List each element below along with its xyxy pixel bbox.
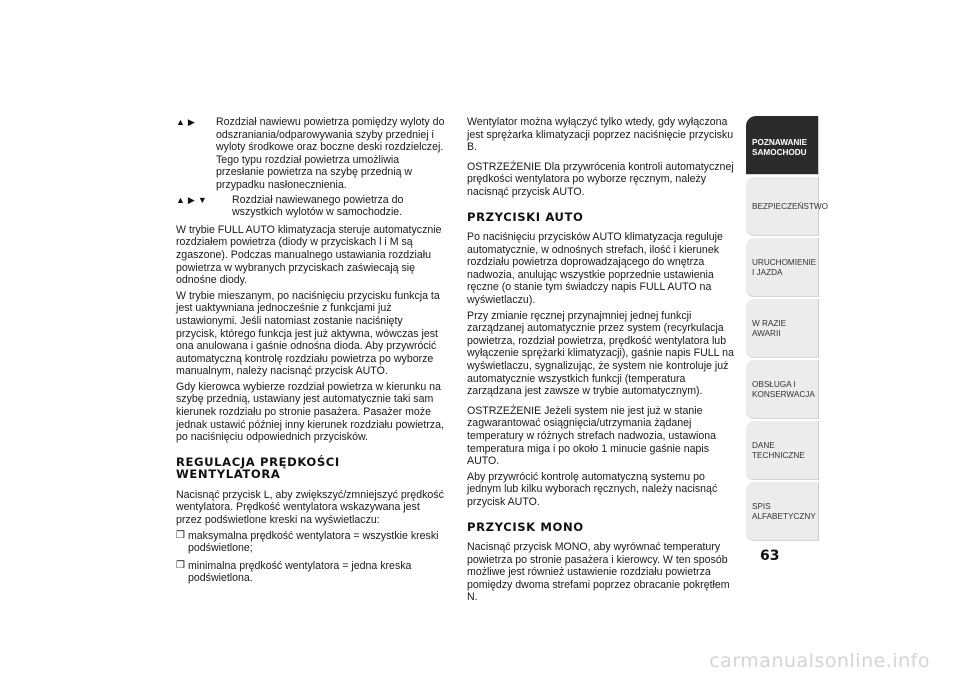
paragraph-restore-auto: Aby przywrócić kontrolę automatyczną systemu po jednym lub kilku wyborach ręcznych, należy nacisnąć przycisk AUTO.: [467, 470, 718, 508]
section-heading-fan-speed: REGULACJA PRĘDKOŚCI WENTYLATORA: [176, 454, 340, 482]
tab-uruchomienie-i-jazda[interactable]: [746, 238, 819, 297]
tab-bezpieczenstwo[interactable]: [746, 177, 828, 236]
air-distribution-item-all-vents: [176, 194, 446, 219]
chapter-tabs: [746, 116, 828, 543]
tab-label: DANE TECHNICZNE: [752, 440, 805, 460]
list-item: [176, 530, 446, 555]
list-item-text: maksymalna prędkość wentylatora = wszystkie kreski podświetlone;: [187, 529, 439, 555]
watermark: carmanualsonline.info: [709, 650, 930, 672]
tab-label: SPIS ALFABETYCZNY: [752, 501, 816, 521]
section-heading-mono-button: PRZYCISK MONO: [467, 519, 584, 534]
warning-temperature: OSTRZEŻENIE Jeżeli system nie jest już w stanie zagwarantować osiągnięcia/utrzymania żądanej temperatury w różnych strefach nadwozia, ustawiona temperatura miga i po około 1 minucie gaśnie napis AUTO.: [467, 404, 717, 468]
arrow-icons-group: [176, 116, 216, 129]
arrow-right-icon: ▶: [187, 194, 198, 205]
checkbox-bullet-icon: ❒: [176, 529, 185, 541]
tab-label: W RAZIE AWARII: [752, 318, 787, 338]
paragraph-fan-off: Wentylator można wyłączyć tylko wtedy, gdy wyłączona jest sprężarka klimatyzacji poprzez naciśnięcie przycisku B.: [467, 116, 734, 154]
paragraph-fan-speed: Nacisnąć przycisk L, aby zwiększyć/zmniejszyć prędkość wentylatora. Prędkość wentylatora wskazywana jest przez podświetlone kreski na wyświetlaczu:: [176, 488, 444, 527]
arrow-down-icon: ▼: [197, 194, 210, 205]
air-distribution-item-windscreen-vents: [176, 116, 446, 192]
paragraph-mono-button: Nacisnąć przycisk MONO, aby wyrównać temperatury powietrza po stronie pasażera i kierowcy. W ten sposób możliwe jest również ustawienie rozdziału powietrza pomiędzy dwoma strefami poprzez obracanie pokrętłem N.: [467, 541, 730, 604]
tab-poznawanie-samochodu[interactable]: [746, 116, 819, 175]
tab-spis-alfabetyczny[interactable]: [746, 482, 819, 541]
tab-w-razie-awarii[interactable]: [746, 299, 819, 358]
arrow-up-icon: ▲: [176, 117, 188, 127]
list-item: [176, 560, 446, 585]
arrow-item-text: Rozdział nawiewu powietrza pomiędzy wyloty do odszraniania/odparowywania szyby przedniej i wyloty środkowe oraz boczne deski rozdzielczej. Tego typu rozdział powietrza umożliwia przesłanie powietrza na szybę przednią w przypadku nasłonecznienia.: [216, 116, 445, 191]
arrow-right-icon: ▶: [187, 117, 198, 127]
paragraph-driver-windscreen: Gdy kierowca wybierze rozdział powietrza w kierunku na szybę przednią, ustawiany jest automatycznie taki sam kierunek rozdziału po stronie pasażera. Pasażer może jednak ustawić później inny kierunek rozdziału powietrza, po naciśnięciu odpowiednich przycisków.: [176, 380, 444, 444]
page-number: 63: [760, 548, 780, 564]
paragraph-auto-buttons: Po naciśnięciu przycisków AUTO klimatyzacja reguluje automatycznie, w odnośnych strefach, ilość i kierunek rozdziału powietrza doprowadzającego do wnętrza nadwozia, anulując wszystkie poprzednie ustawienia ręczne (o stanie tym świadczy napis FULL AUTO na wyświetlaczu).: [467, 231, 723, 307]
tab-label: POZNAWANIE SAMOCHODU: [752, 138, 808, 157]
list-item-text: minimalna prędkość wentylatora = jedna kreska podświetlona.: [187, 559, 412, 585]
tab-label: URUCHOMIENIE I JAZDA: [752, 257, 817, 277]
tab-dane-techniczne[interactable]: [746, 421, 819, 480]
checkbox-bullet-icon: ❒: [176, 559, 185, 571]
right-column: [467, 116, 739, 611]
paragraph-full-auto: W trybie FULL AUTO klimatyzacja steruje automatycznie rozdziałem powietrza (diody w przyciskach l i M są zgaszone). Podczas manualnego ustawiania rozdziału powietrza w wybranych przyciskach zaświecają się odnośne diody.: [176, 223, 442, 287]
warning-fan-auto: OSTRZEŻENIE Dla przywrócenia kontroli automatycznej prędkości wentylatora po wyborze ręcznym, należy nacisnąć przycisk AUTO.: [467, 160, 734, 198]
paragraph-manual-change: Przy zmianie ręcznej przynajmniej jednej funkcji zarządzanej automatycznie przez system (recyrkulacja powietrza, rozdział powietrza, prędkość wentylatora lub wyłączenie sprężarki klimatyzacji), gaśnie napis FULL na wyświetlaczu, sygnalizując, że system nie kontroluje już automatycznie wszystkich funkcji (temperatura zarządzana jest zawsze w trybie automatycznym).: [467, 309, 734, 398]
arrow-up-icon: ▲: [176, 194, 188, 205]
paragraph-mixed-mode: W trybie mieszanym, po naciśnięciu przycisku funkcja ta jest uaktywniana jednocześnie z funkcjami już ustawionymi. Jeśli natomiast zostanie naciśnięty przycisk, którego funkcja jest już aktywna, wówczas jest ona anulowana i gaśnie odnośna dioda. Aby przywrócić automatyczną kontrolę rozdziału powietrza po wyborze manualnym, należy nacisnąć przycisk AUTO.: [176, 289, 440, 378]
tab-obsluga-i-konserwacja[interactable]: [746, 360, 819, 419]
arrow-icons-group: [176, 194, 232, 207]
section-heading-auto-buttons: PRZYCISKI AUTO: [467, 209, 584, 224]
arrow-item-text: Rozdział nawiewanego powietrza do wszystkich wylotów w samochodzie.: [232, 193, 404, 219]
tab-label: OBSŁUGA I KONSERWACJA: [752, 379, 815, 399]
tab-label: BEZPIECZEŃSTWO: [752, 201, 828, 211]
left-column: [176, 116, 446, 590]
